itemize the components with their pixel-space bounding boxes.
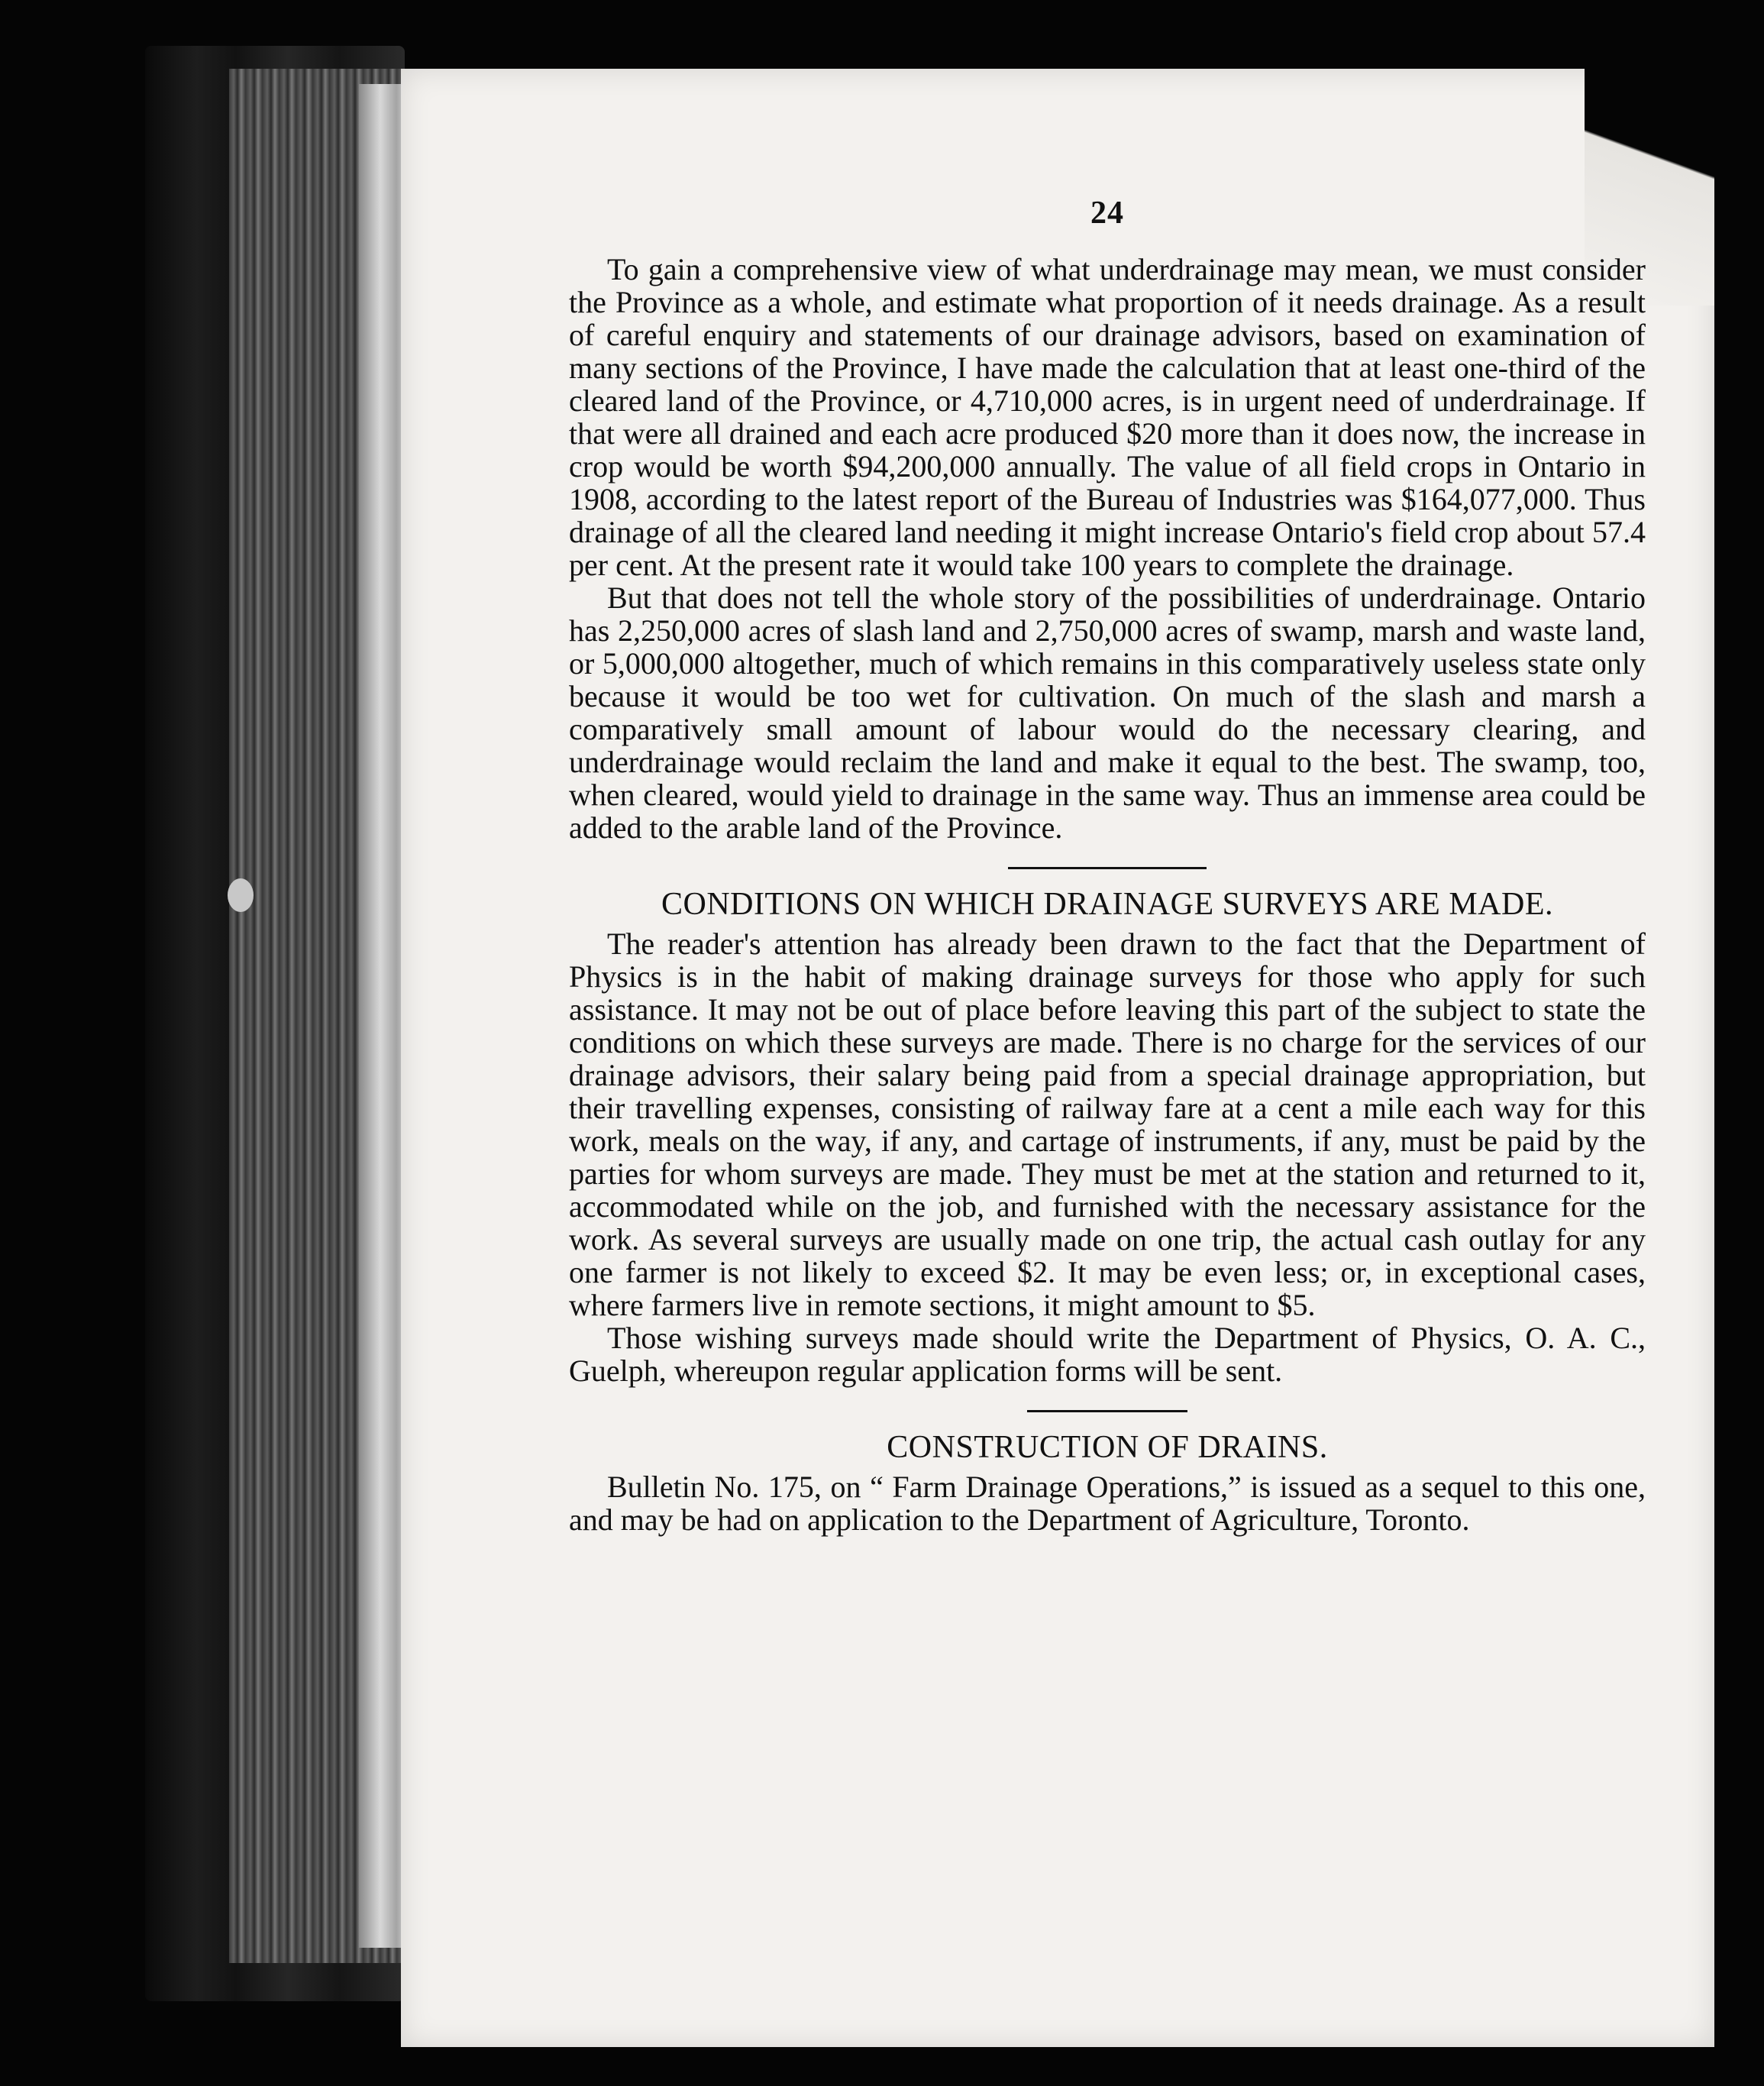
book-page [401, 69, 1714, 2047]
page-content [569, 195, 1646, 1536]
conditions-paragraph-2: Those wishing surveys made should write the Department of Physics, O. A. C., Guelph, whereupon regular application forms will be sent. [569, 1321, 1646, 1388]
page-number: 24 [1090, 196, 1124, 231]
intro-paragraph-1: To gain a comprehensive view of what underdrainage may mean, we must consider the Province as a whole, and estimate what proportion of it needs drainage. As a result of careful enquiry and statements of our drainage advisors, based on examination of many sections of the Province, I have made the calculation that at least one-third of the cleared land of the Province, or 4,710,000 acres, is in urgent need of underdrainage. If that were all drained and each acre produced $20 more than it does now, the increase in crop would be worth $94,200,000 annually. The value of all field crops in Ontario in 1908, according to the latest report of the Bureau of Industries was $164,077,000. Thus drainage of all the cleared land needing it might increase Ontario's field crop about 57.4 per cent. At the present rate it would take 100 years to complete the drainage. [569, 252, 1646, 582]
intro-paragraph-2: But that does not tell the whole story of the possibilities of underdrainage. Ontario has 2,250,000 acres of slash land and 2,750,000 acres of swamp, marsh and waste land, or 5,000,000 altogether, much of which remains in this comparatively useless state only because it would be too wet for cultivation. On much of the slash and marsh a comparatively small amount of labour would do the necessary clearing, and underdrainage would reclaim the land and make it equal to the best. The swamp, too, when cleared, would yield to drainage in the same way. Thus an immense area could be added to the arable land of the Province. [569, 581, 1646, 845]
construction-heading: CONSTRUCTION OF DRAINS. [887, 1430, 1328, 1465]
scan-speck [228, 878, 254, 912]
conditions-heading: CONDITIONS ON WHICH DRAINAGE SURVEYS ARE MADE. [661, 887, 1554, 922]
section-divider [1008, 867, 1207, 869]
conditions-paragraph-1: The reader's attention has already been drawn to the fact that the Department of Physics is in the habit of making drainage surveys for those who apply for such assistance. It may not be out of place before leaving this part of the subject to state the conditions on which these surveys are made. There is no charge for the services of our drainage advisors, their salary being paid from a special drainage appropriation, but their travelling expenses, consisting of railway fare at a cent a mile each way for this work, meals on the way, if any, and cartage of instruments, if any, must be paid by the parties for whom surveys are made. They must be met at the station and returned to it, accommodated while on the job, and furnished with the necessary assistance for the work. As several surveys are usually made on one trip, the actual cash outlay for any one farmer is not likely to exceed $2. It may be even less; or, in exceptional cases, where farmers live in remote sections, it might amount to $5. [569, 927, 1646, 1322]
construction-paragraph-1: Bulletin No. 175, on “ Farm Drainage Operations,” is issued as a sequel to this one, and may be had on application to the Department of Agriculture, Toronto. [569, 1470, 1646, 1537]
section-divider [1027, 1410, 1187, 1412]
